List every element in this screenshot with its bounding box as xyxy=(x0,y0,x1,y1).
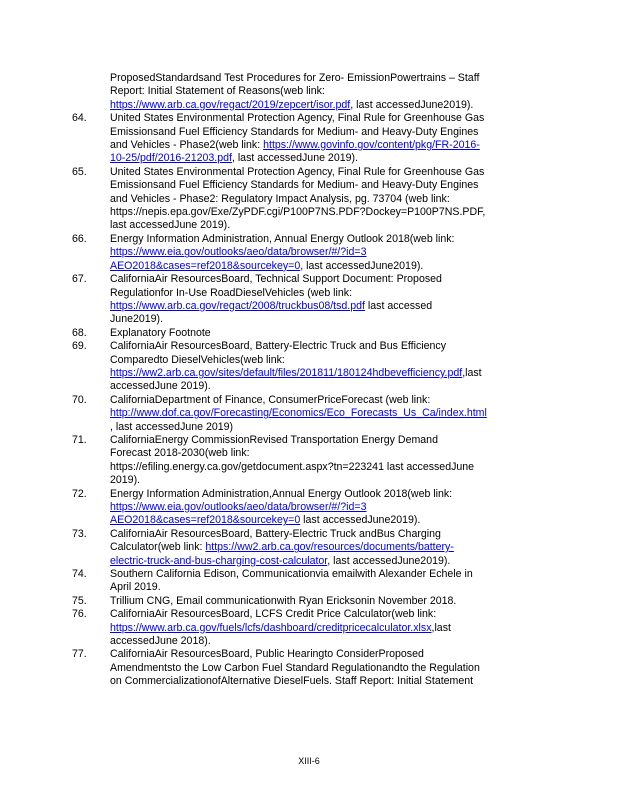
reference-text: Amendmentsto the Low Carbon Fuel Standard Regulationandto the Regulation xyxy=(110,661,480,674)
reference-text: accessedJune 2019). xyxy=(110,380,211,393)
reference-line xyxy=(110,447,542,460)
reference-text: CaliforniaAir ResourcesBoard, LCFS Credit Price Calculator(web link: xyxy=(110,608,437,621)
reference-line xyxy=(110,273,542,286)
reference-entry xyxy=(72,166,542,233)
reference-number: 66. xyxy=(72,232,87,245)
reference-line xyxy=(110,394,542,407)
reference-line xyxy=(110,528,542,541)
reference-text: CaliforniaAir ResourcesBoard, Public Hearingto ConsiderProposed xyxy=(110,648,424,661)
reference-entry xyxy=(72,608,542,648)
reference-text: last accessedJune2019). xyxy=(300,514,421,527)
reference-text: CaliforniaAir ResourcesBoard, Battery-Electric Truck andBus Charging xyxy=(110,527,441,540)
reference-entry xyxy=(72,327,542,340)
reference-line xyxy=(110,152,542,165)
reference-text: April 2019. xyxy=(110,581,161,594)
reference-line xyxy=(110,246,542,259)
reference-line xyxy=(110,99,542,112)
reference-link[interactable]: https://www.govinfo.gov/content/pkg/FR-2016- xyxy=(263,139,480,152)
reference-line xyxy=(110,595,542,608)
reference-number: 69. xyxy=(72,340,87,353)
reference-line xyxy=(110,126,542,139)
reference-link[interactable]: AEO2018&cases=ref2018&sourcekey=0 xyxy=(110,259,301,272)
reference-text: United States Environmental Protection Agency, Final Rule for Greenhouse Gas xyxy=(110,112,485,125)
reference-line xyxy=(110,662,542,675)
reference-number: 65. xyxy=(72,165,87,178)
reference-text: CaliforniaDepartment of Finance, ConsumerPriceForecast (web link: xyxy=(110,393,431,406)
reference-line xyxy=(110,380,542,393)
reference-line xyxy=(110,648,542,661)
reference-number: 68. xyxy=(72,326,87,339)
reference-entry xyxy=(72,233,542,273)
reference-text: Emissionsand Fuel Efficiency Standards for Medium- and Heavy-Duty Engines xyxy=(110,125,479,138)
reference-text: , last accessedJune 2019) xyxy=(110,420,234,433)
reference-entry xyxy=(72,434,542,488)
reference-number: 64. xyxy=(72,112,87,125)
reference-text: Southern California Edison, Communicationvia emailwith Alexander Echele in xyxy=(110,568,473,581)
reference-line xyxy=(110,675,542,688)
reference-link[interactable]: electric-truck-and-bus-charging-cost-calculator xyxy=(110,554,328,567)
reference-text: https://efiling.energy.ca.gov/getdocument.aspx?tn=223241 last accessedJune xyxy=(110,460,475,473)
reference-number: 72. xyxy=(72,487,87,500)
reference-link[interactable]: https://www.eia.gov/outlooks/aeo/data/browser/#/?id=3 xyxy=(110,501,367,513)
reference-line xyxy=(110,635,542,648)
reference-text: Forecast 2018-2030(web link: xyxy=(110,447,250,460)
reference-text: Calculator(web link: xyxy=(110,541,206,554)
reference-text: ,last xyxy=(462,366,482,379)
reference-entry xyxy=(72,595,542,608)
reference-text: accessedJune 2018). xyxy=(110,635,211,648)
reference-line xyxy=(110,608,542,621)
reference-entry xyxy=(72,112,542,166)
reference-number: 71. xyxy=(72,433,87,446)
reference-line xyxy=(110,206,542,219)
reference-link[interactable]: https://www.eia.gov/outlooks/aeo/data/browser/#/?id=3 xyxy=(110,246,367,259)
reference-text: Explanatory Footnote xyxy=(110,326,211,339)
reference-line xyxy=(110,219,542,232)
reference-number: 75. xyxy=(72,594,87,607)
reference-line xyxy=(110,421,542,434)
reference-text: CaliforniaAir ResourcesBoard, Technical Support Document: Proposed xyxy=(110,273,442,286)
reference-number: 67. xyxy=(72,273,87,286)
reference-text: CaliforniaAir ResourcesBoard, Battery-Electric Truck and Bus Efficiency xyxy=(110,340,446,353)
reference-text: Emissionsand Fuel Efficiency Standards for Medium- and Heavy-Duty Engines xyxy=(110,179,479,192)
reference-line xyxy=(110,407,542,420)
reference-text: and Vehicles - Phase2(web link: xyxy=(110,139,264,152)
page-number: XIII-6 xyxy=(298,756,320,766)
reference-line xyxy=(110,474,542,487)
reference-number: 74. xyxy=(72,568,87,581)
reference-line xyxy=(110,112,542,125)
reference-text: last accessedJune 2019). xyxy=(110,219,231,232)
reference-line xyxy=(110,541,542,554)
reference-number: 70. xyxy=(72,393,87,406)
reference-link[interactable]: https://www.arb.ca.gov/regact/2019/zepcert/isor.pdf xyxy=(110,98,351,111)
reference-text: last accessed xyxy=(364,299,433,312)
reference-line xyxy=(110,581,542,594)
reference-entry xyxy=(72,648,542,688)
reference-link[interactable]: https://www.arb.ca.gov/regact/2008/truckbus08/tsd.pdf xyxy=(110,299,365,312)
reference-link[interactable]: https://ww2.arb.ca.gov/resources/documents/battery- xyxy=(205,541,454,554)
reference-text: ProposedStandardsand Test Procedures for Zero- EmissionPowertrains – Staff xyxy=(110,72,480,84)
reference-entry xyxy=(72,488,542,528)
reference-entry xyxy=(72,394,542,434)
reference-line xyxy=(110,555,542,568)
reference-line xyxy=(110,327,542,340)
reference-text: ,last xyxy=(431,621,451,634)
reference-text: CaliforniaEnergy CommissionRevised Transportation Energy Demand xyxy=(110,433,438,446)
reference-text: on CommercializationofAlternative DieselFuels. Staff Report: Initial Statement xyxy=(110,675,474,688)
reference-line xyxy=(110,434,542,447)
reference-line xyxy=(110,367,542,380)
reference-number: 76. xyxy=(72,608,87,621)
reference-line xyxy=(110,514,542,527)
reference-entry xyxy=(72,528,542,568)
reference-line xyxy=(110,139,542,152)
reference-text: , last accessedJune2019). xyxy=(300,259,424,272)
reference-link[interactable]: http://www.dof.ca.gov/Forecasting/Economics/Eco_Forecasts_Us_Ca/index.html xyxy=(110,407,487,420)
reference-entry xyxy=(72,273,542,327)
reference-line xyxy=(110,166,542,179)
reference-line xyxy=(110,622,542,635)
reference-text: Energy Information Administration, Annual Energy Outlook 2018(web link: xyxy=(110,232,455,245)
reference-line xyxy=(110,72,542,85)
reference-text: Regulationfor In-Use RoadDieselVehicles (web link: xyxy=(110,286,353,299)
reference-line xyxy=(110,501,542,514)
reference-link[interactable]: https://www.arb.ca.gov/fuels/lcfs/dashboard/creditpricecalculator.xlsx xyxy=(110,621,432,634)
reference-line xyxy=(110,461,542,474)
reference-line xyxy=(110,300,542,313)
reference-text: https://nepis.epa.gov/Exe/ZyPDF.cgi/P100P7NS.PDF?Dockey=P100P7NS.PDF, xyxy=(110,206,486,219)
reference-line xyxy=(110,179,542,192)
reference-line xyxy=(110,260,542,273)
reference-text: Trillium CNG, Email communicationwith Ryan Ericksonin November 2018. xyxy=(110,594,457,607)
reference-entry xyxy=(72,340,542,394)
reference-entry xyxy=(72,568,542,595)
reference-line xyxy=(110,313,542,326)
reference-line xyxy=(110,233,542,246)
reference-text: Comparedto DieselVehicles(web link: xyxy=(110,353,285,366)
reference-list xyxy=(72,72,542,689)
reference-text: 2019). xyxy=(110,474,141,487)
reference-text: , last accessedJune 2019). xyxy=(231,152,358,165)
reference-link[interactable]: AEO2018&cases=ref2018&sourcekey=0 xyxy=(110,514,301,527)
reference-line xyxy=(110,193,542,206)
reference-text: Energy Information Administration,Annual Energy Outlook 2018(web link: xyxy=(110,487,453,500)
reference-text: United States Environmental Protection Agency, Final Rule for Greenhouse Gas xyxy=(110,165,485,178)
reference-text: , last accessedJune2019). xyxy=(327,554,451,567)
reference-number: 77. xyxy=(72,648,87,661)
reference-text: and Vehicles - Phase2: Regulatory Impact Analysis, pg. 73704 (web link: xyxy=(110,192,450,205)
reference-text: Report: Initial Statement of Reasons(web link: xyxy=(110,85,325,98)
reference-entry xyxy=(72,72,542,112)
reference-link[interactable]: https://ww2.arb.ca.gov/sites/default/files/201811/180124hdbevefficiency.pdf xyxy=(110,366,463,379)
reference-line xyxy=(110,488,542,501)
reference-line xyxy=(110,340,542,353)
reference-text: June2019). xyxy=(110,313,164,326)
reference-line xyxy=(110,287,542,300)
reference-line xyxy=(110,568,542,581)
reference-link[interactable]: 10-25/pdf/2016-21203.pdf xyxy=(110,152,232,165)
reference-number: 73. xyxy=(72,527,87,540)
reference-text: , last accessedJune2019). xyxy=(350,98,474,111)
reference-line xyxy=(110,85,542,98)
reference-line xyxy=(110,354,542,367)
